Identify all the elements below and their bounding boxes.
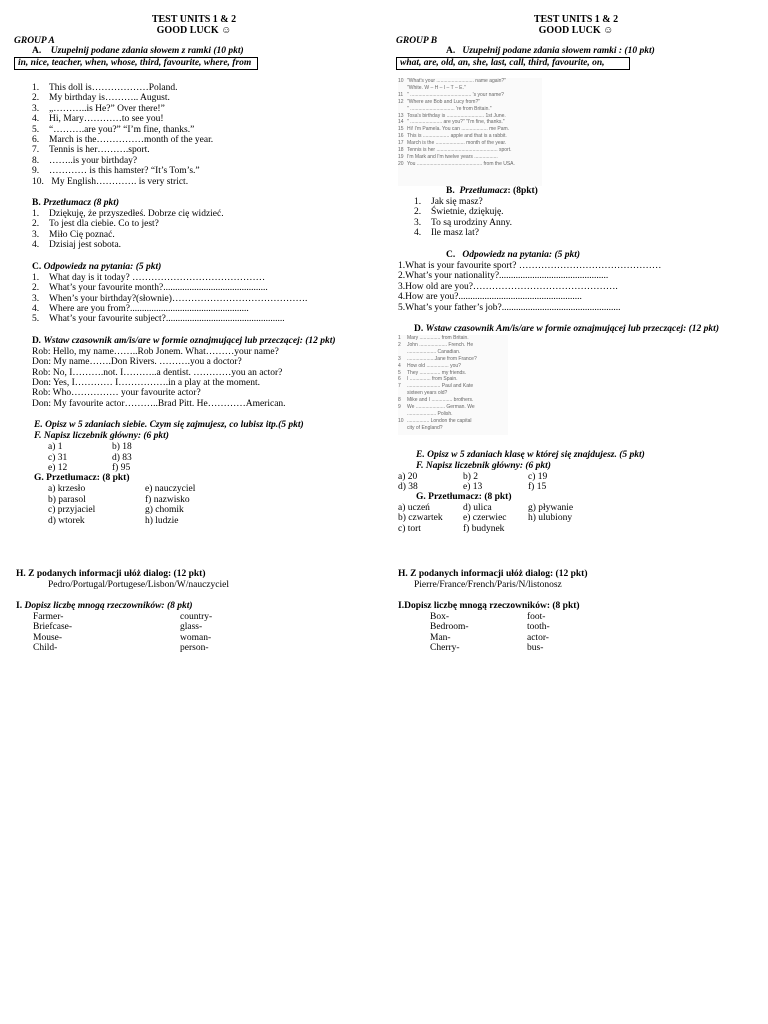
list-item: b) 2 [463, 472, 479, 482]
list-item: 3. To są urodziny Anny. [414, 217, 513, 228]
list-item: f) nazwisko [145, 494, 190, 505]
section-f-items [48, 442, 374, 473]
list-item: 7. Tennis is her……….sport. [32, 145, 150, 156]
list-item: " ................................ 're from Britain." [407, 105, 492, 112]
list-item: country- [180, 612, 213, 622]
list-item: 1. What day is it today? …………………………………… [32, 272, 266, 283]
list-item: 5 They ............... my friends. [398, 369, 467, 376]
list-item: 2. To jest dla ciebie. Co to jest? [32, 219, 159, 230]
list-item: "White. W – H – I – T – E." [407, 84, 466, 91]
list-item: 7 ........................ Paul and Kate [398, 383, 474, 390]
list-item: g) chomik [145, 505, 184, 516]
list-item: 3. „………..is He?” Over there!” [32, 103, 165, 114]
list-item: h) ulubiony [528, 513, 573, 524]
list-item: 17 March is the ..................... month of the year. [398, 140, 507, 147]
list-item: Child- [33, 643, 58, 654]
list-item: 13 Tosa's birthday is ........................... 1st June. [398, 112, 506, 119]
list-item: 8 Mike and I ............... brothers. [398, 397, 474, 404]
list-item: 4. Hi, Mary…………to see you! [32, 114, 164, 125]
list-item: 9. ………… is this hamster? “It’s Tom’s.” [32, 166, 200, 177]
section-d-heading: D. Wstaw czasownik am/is/are w formie oznajmującej lub przeczącej: (12 pkt) [32, 335, 336, 346]
list-item: Box- [430, 612, 449, 622]
test-title: TEST UNITS 1 & 2 [151, 14, 237, 25]
list-item: 8. ……..is your birthday? [32, 155, 138, 166]
list-item: 10. My English…………. is very strict. [32, 176, 189, 187]
section-f-items [398, 472, 588, 493]
list-item: 1 Mary ............... from Britain. [398, 335, 469, 341]
section-b-items [414, 197, 512, 239]
list-item: 10 ................ London the capital [398, 417, 472, 424]
list-item: 2. What’s your favourite month?............................................ [32, 283, 268, 294]
list-item: sixteen years old? [407, 390, 448, 397]
section-d-heading: D. Wstaw czasownik Am/is/are w formie oznajmującej lub przeczącej: (12 pkt) [414, 324, 719, 334]
section-i-heading: I.Dopisz liczbę mnogą rzeczowników: (8 pkt) [398, 601, 580, 611]
list-item: 1.What is your favourite sport? ……………………………………… [398, 261, 662, 271]
list-item: bus- [527, 643, 544, 654]
list-item: ..................... Canadian. [407, 348, 461, 355]
list-item: 5. What’s your favourite subject?.................................................. [32, 314, 285, 325]
list-item: d) wtorek [48, 515, 85, 526]
list-item: e) czerwiec [463, 513, 507, 524]
section-c-heading: C. Odpowiedz na pytania: (5 pkt) [32, 261, 162, 272]
list-item: woman- [180, 632, 212, 643]
list-item: a) krzesło [48, 484, 86, 495]
list-item: a) uczeń [398, 503, 430, 513]
list-item: b) czwartek [398, 513, 443, 524]
group-b-column [396, 14, 756, 654]
section-i-heading: I. Dopisz liczbę mnogą rzeczowników: (8 pkt) [16, 601, 193, 611]
list-item: 3 ....................Jane from France? [398, 355, 477, 362]
list-item: ..................... Polish. [407, 410, 453, 417]
word-box: in, nice, teacher, when, whose, third, favourite, where, from [14, 57, 258, 70]
list-item: 19 I'm Mark and I'm twelve years ................. [398, 153, 498, 160]
list-item: 1. This doll is………………Poland. [32, 83, 178, 93]
good-luck: GOOD LUCK ☺ [156, 25, 232, 36]
list-item: Man- [430, 632, 451, 643]
list-item: 11 " ............................................ 's your name? [398, 91, 504, 98]
section-b-items [32, 209, 374, 251]
list-item: Briefcase- [33, 622, 73, 633]
list-item: Cherry- [430, 643, 460, 654]
list-item: 1. Jak się masz? [414, 197, 483, 207]
list-item: 1. Dziękuję, że przyszedłeś. Dobrze cię widzieć. [32, 209, 224, 220]
list-item: d) ulica [463, 503, 492, 513]
list-item: 3. When’s your birthday?(słownie)……………………………………. [32, 293, 308, 304]
list-item: Mouse- [33, 632, 63, 643]
section-b-heading: B. Przetłumacz (8 pkt) [32, 198, 120, 209]
dialogue-info: Pedro/Portugal/Portugese/Lisbon/W/nauczyciel [48, 580, 229, 590]
list-item: b) 18 [112, 442, 132, 453]
list-item: d) 38 [398, 482, 418, 493]
list-item: 6. March is the……………month of the year. [32, 135, 214, 146]
section-i-items [430, 612, 587, 654]
word-box: what, are, old, an, she, last, call, third, favourite, on, [396, 57, 630, 70]
list-item: a) 1 [48, 442, 63, 453]
list-item: foot- [527, 612, 546, 622]
list-item: b) parasol [48, 494, 86, 505]
list-item: 14 " ....................... are you?" "I'm fine, thanks." [398, 119, 505, 126]
list-item: c) tort [398, 523, 421, 534]
list-item: f) 15 [528, 482, 547, 493]
list-item: 4.How are you?.................................................... [398, 292, 582, 303]
list-item: 2 John .................... French. He [398, 341, 474, 348]
dialogue-line: Rob: No, I……….not. I………..a dentist. …………you an actor? [32, 367, 283, 378]
section-a-heading: A. Uzupełnij podane zdania słowem ramki : (10 pkt) [446, 46, 655, 56]
list-item: 16 This is ................... apple and that is a rabbit. [398, 133, 507, 140]
dialogue-line: Don: My name…….Don Rivers. ……….you a doctor? [32, 357, 242, 368]
section-c-heading: C. Odpowiedz na pytania: (5 pkt) [446, 250, 581, 260]
list-item: 10 "What's your ........................... name again?" [398, 78, 506, 84]
section-f-heading: F. Napisz liczebnik główny: (6 pkt) [34, 431, 169, 442]
list-item: c) 19 [528, 472, 548, 482]
list-item: f) budynek [463, 523, 505, 534]
list-item: glass- [180, 622, 203, 633]
list-item: 9 We ..................... German. We [398, 404, 475, 411]
list-item: 18 Tennis is her ............................................ sport. [398, 147, 512, 154]
list-item: a) 20 [398, 472, 418, 482]
scanned-exercise-d [398, 335, 508, 435]
list-item: 20 You ............................................... from the USA. [398, 160, 515, 167]
test-title: TEST UNITS 1 & 2 [533, 14, 619, 25]
list-item: 12 "Where are Bob and Lucy from?" [398, 98, 481, 105]
section-i-items [33, 612, 240, 654]
section-b-heading: B. Przetłumacz: (8pkt) [446, 186, 538, 196]
section-g-items [398, 503, 598, 534]
list-item: 4. Where are you from?.................................................. [32, 303, 249, 314]
list-item: 5. “……….are you?” “I’m fine, thanks.” [32, 124, 195, 135]
dialogue-info: Pierre/France/French/Paris/N/listonosz [414, 580, 562, 590]
dialogue-line: Don: Yes, I………… I…………….in a play at the moment. [32, 377, 260, 388]
list-item: e) 12 [48, 462, 68, 473]
list-item: 5.What’s your father’s job?.................................................. [398, 302, 621, 313]
list-item: 4. Ile masz lat? [414, 228, 480, 239]
dialogue-line: Rob: Who…………… your favourite actor? [32, 388, 201, 399]
list-item: tooth- [527, 622, 550, 633]
section-e-heading: E. Opisz w 5 zdaniach klasę w której się znajdujesz. (5 pkt) [416, 450, 645, 460]
list-item: 2. My birthday is……….. August. [32, 93, 170, 104]
list-item: 4. Dzisiaj jest sobota. [32, 240, 122, 251]
list-item: person- [180, 643, 209, 654]
section-g-items [48, 484, 374, 526]
dialogue-line: Rob: Hello, my name……..Rob Jonem. What………your name? [32, 346, 279, 357]
list-item: 15 Hi! I'm Pamela. You can ................... me Pam. [398, 126, 510, 133]
list-item: city of England? [407, 424, 443, 431]
list-item: 3.How old are you?………………………………………. [398, 281, 618, 292]
list-item: c) przyjaciel [48, 505, 96, 516]
list-item: 2.What’s your nationality?.............................................. [398, 271, 609, 282]
list-item: f) 95 [112, 462, 131, 473]
good-luck: GOOD LUCK ☺ [538, 25, 614, 36]
section-g-heading: G. Przetłumacz: (8 pkt) [416, 492, 512, 502]
list-item: e) nauczyciel [145, 484, 196, 495]
section-d-dialogue [32, 347, 374, 409]
section-h-heading: H. Z podanych informacji ułóż dialog: (12 pkt) [16, 569, 206, 579]
section-g-heading: G. Przetłumacz: (8 pkt) [34, 473, 130, 484]
list-item: e) 13 [463, 482, 483, 493]
list-item: g) pływanie [528, 503, 574, 513]
list-item: 4 How old ................ you? [398, 362, 461, 369]
section-a-items [32, 83, 374, 187]
list-item: h) ludzie [145, 515, 179, 526]
list-item: actor- [527, 632, 549, 643]
list-item: 3. Miło Cię poznać. [32, 229, 115, 240]
section-h-heading: H. Z podanych informacji ułóż dialog: (12 pkt) [398, 569, 588, 579]
list-item: 6 I ............... from Spain. [398, 376, 458, 383]
group-label: GROUP B [396, 36, 438, 46]
list-item: 2. Świetnie, dziękuję. [414, 207, 504, 218]
scanned-exercise-a [398, 78, 542, 186]
section-c-items [398, 261, 661, 313]
list-item: d) 83 [112, 452, 132, 463]
group-a-column [14, 14, 374, 654]
list-item: Farmer- [33, 612, 64, 622]
list-item: Bedroom- [430, 622, 469, 633]
dialogue-line: Don: My favourite actor………..Brad Pitt. He…………American. [32, 398, 286, 409]
list-item: c) 31 [48, 452, 68, 463]
section-e-heading: E. Opisz w 5 zdaniach siebie. Czym się zajmujesz, co lubisz itp.(5 pkt) [34, 420, 304, 431]
section-c-items [32, 273, 374, 325]
section-a-heading: A. Uzupełnij podane zdania słowem z ramki (10 pkt) [32, 46, 244, 56]
group-label: GROUP A [14, 36, 55, 46]
section-f-heading: F. Napisz liczebnik główny: (6 pkt) [416, 461, 551, 471]
